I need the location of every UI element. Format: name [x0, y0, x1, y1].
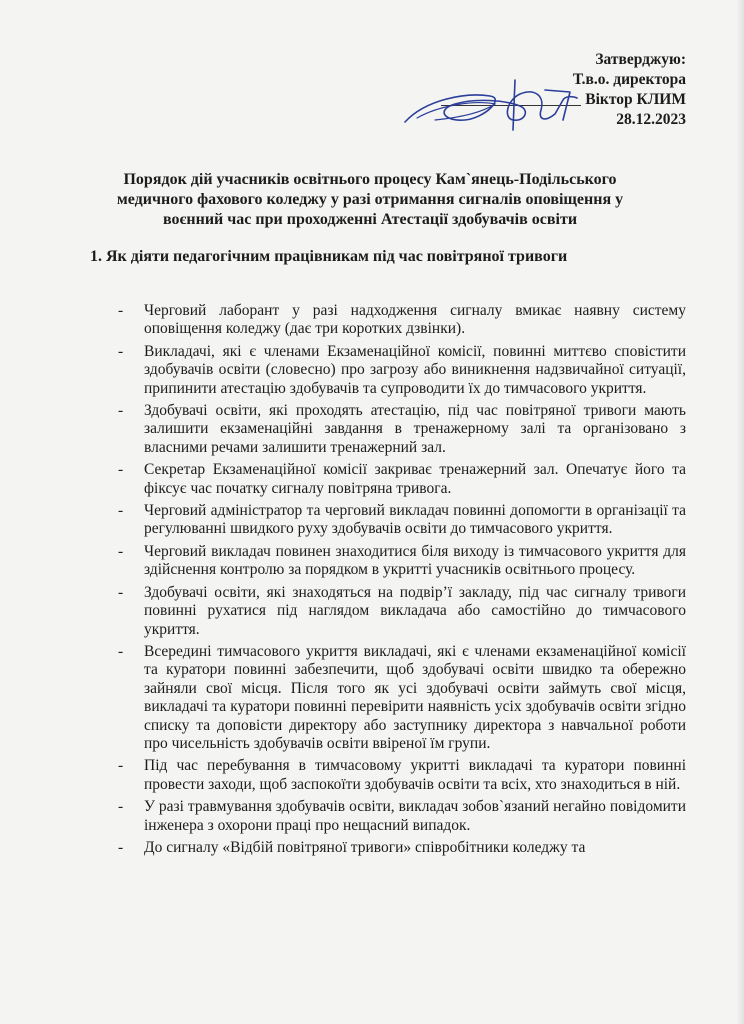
list-item	[118, 402, 686, 457]
list-dash: -	[118, 302, 124, 319]
instructions-list	[118, 302, 686, 861]
list-item	[118, 461, 686, 498]
list-item	[118, 757, 686, 794]
title-line-1: Порядок дій учасників освітнього процесу Кам`янець-Подільського	[123, 171, 617, 188]
list-item-text: Черговий лаборант у разі надходження сигналу вмикає наявну систему оповіщення коледжу (дає три коротких дзвінки).	[144, 302, 686, 338]
title-line-2: медичного фахового коледжу у разі отримання сигналів оповіщення у	[116, 191, 624, 208]
title-line-3: воєнний час при проходженні Атестації здобувачів освіти	[162, 211, 578, 228]
list-dash: -	[118, 542, 124, 560]
list-dash: -	[118, 583, 124, 601]
list-item	[118, 839, 686, 857]
list-dash: -	[118, 502, 124, 520]
list-item-text: Черговий викладач повинен знаходитися біля виходу із тимчасового укриття для здійснення контролю за порядком в укритті учасників освітнього процесу.	[144, 542, 686, 579]
list-dash: -	[118, 798, 124, 816]
scan-edge-shadow	[736, 0, 744, 1024]
list-item-text: Здобувачі освіти, які проходять атестацію, під час повітряної тривоги мають залишити екзаменаційні завдання в тренажерному залі та організовано з власними речами залишити тренажерний зал.	[144, 402, 686, 456]
list-item-text: Черговий адміністратор та черговий викладач повинні допомогти в організації та регулюванні швидкого руху здобувачів освіти до тимчасового укриття.	[144, 502, 686, 538]
list-item	[118, 502, 686, 539]
list-item	[118, 343, 686, 398]
list-dash: -	[118, 642, 124, 660]
list-item	[118, 798, 686, 835]
approval-position: Т.в.о. директора	[572, 71, 686, 88]
list-item-text: Здобувачі освіти, які знаходяться на подвір’ї закладу, під час сигналу тривоги повинні рухатися під наглядом викладача або самостійно до тимчасового укриття.	[144, 583, 686, 638]
list-item	[118, 543, 686, 580]
list-dash: -	[118, 402, 124, 420]
list-item	[118, 643, 686, 753]
list-item	[118, 584, 686, 639]
list-item-text: Секретар Екзаменаційної комісії закриває тренажерний зал. Опечатує його та фіксує час початку сигналу повітряна тривога.	[144, 461, 686, 497]
list-item-text: Під час перебування в тимчасовому укритті викладачі та куратори повинні провести заходи, щоб заспокоїти здобувачів освіти та всіх, хто знаходиться в ній.	[144, 757, 686, 793]
document-title	[60, 170, 680, 230]
approval-title: Затверджую:	[595, 51, 686, 68]
approval-date: 28.12.2023	[616, 111, 686, 128]
list-item-text: У разі травмування здобувачів освіти, викладач зобов`язаний негайно повідомити інженера з охорони праці про нещасний випадок.	[144, 798, 686, 834]
list-item	[118, 302, 686, 339]
list-dash: -	[118, 461, 124, 479]
handwritten-signature	[395, 70, 595, 140]
list-dash: -	[118, 838, 124, 856]
list-item-text: До сигналу «Відбій повітряної тривоги» співробітники коледжу та	[144, 838, 586, 856]
list-item-text: Всередині тимчасового укриття викладачі, які є членами екзаменаційної комісії та куратори повинні забезпечити, щоб здобувачі освіти швидко та обережно зайняли свої місця. Після того як усі здобувачі освіти займуть свої місця, викладачі та куратори повинні перевірити наявність усіх здобувачів освіти згідно списку та доповісти директору або заступнику директора з навчальної роботи про чисельність здобувачів освіти ввіреної їм групи.	[144, 642, 686, 752]
approval-signer-name: Віктор КЛИМ	[585, 91, 686, 108]
list-dash: -	[118, 342, 124, 360]
list-item-text: Викладачі, які є членами Екзаменаційної комісії, повинні миттєво сповістити здобувачів освіти (словесно) про загрозу або виникнення надзвичайної ситуації, припинити атестацію здобувачів та супроводити їх до тимчасового укриття.	[144, 342, 686, 397]
section-heading: 1. Як діяти педагогічним працівникам під час повітряної тривоги	[90, 248, 568, 265]
list-dash: -	[118, 757, 124, 775]
